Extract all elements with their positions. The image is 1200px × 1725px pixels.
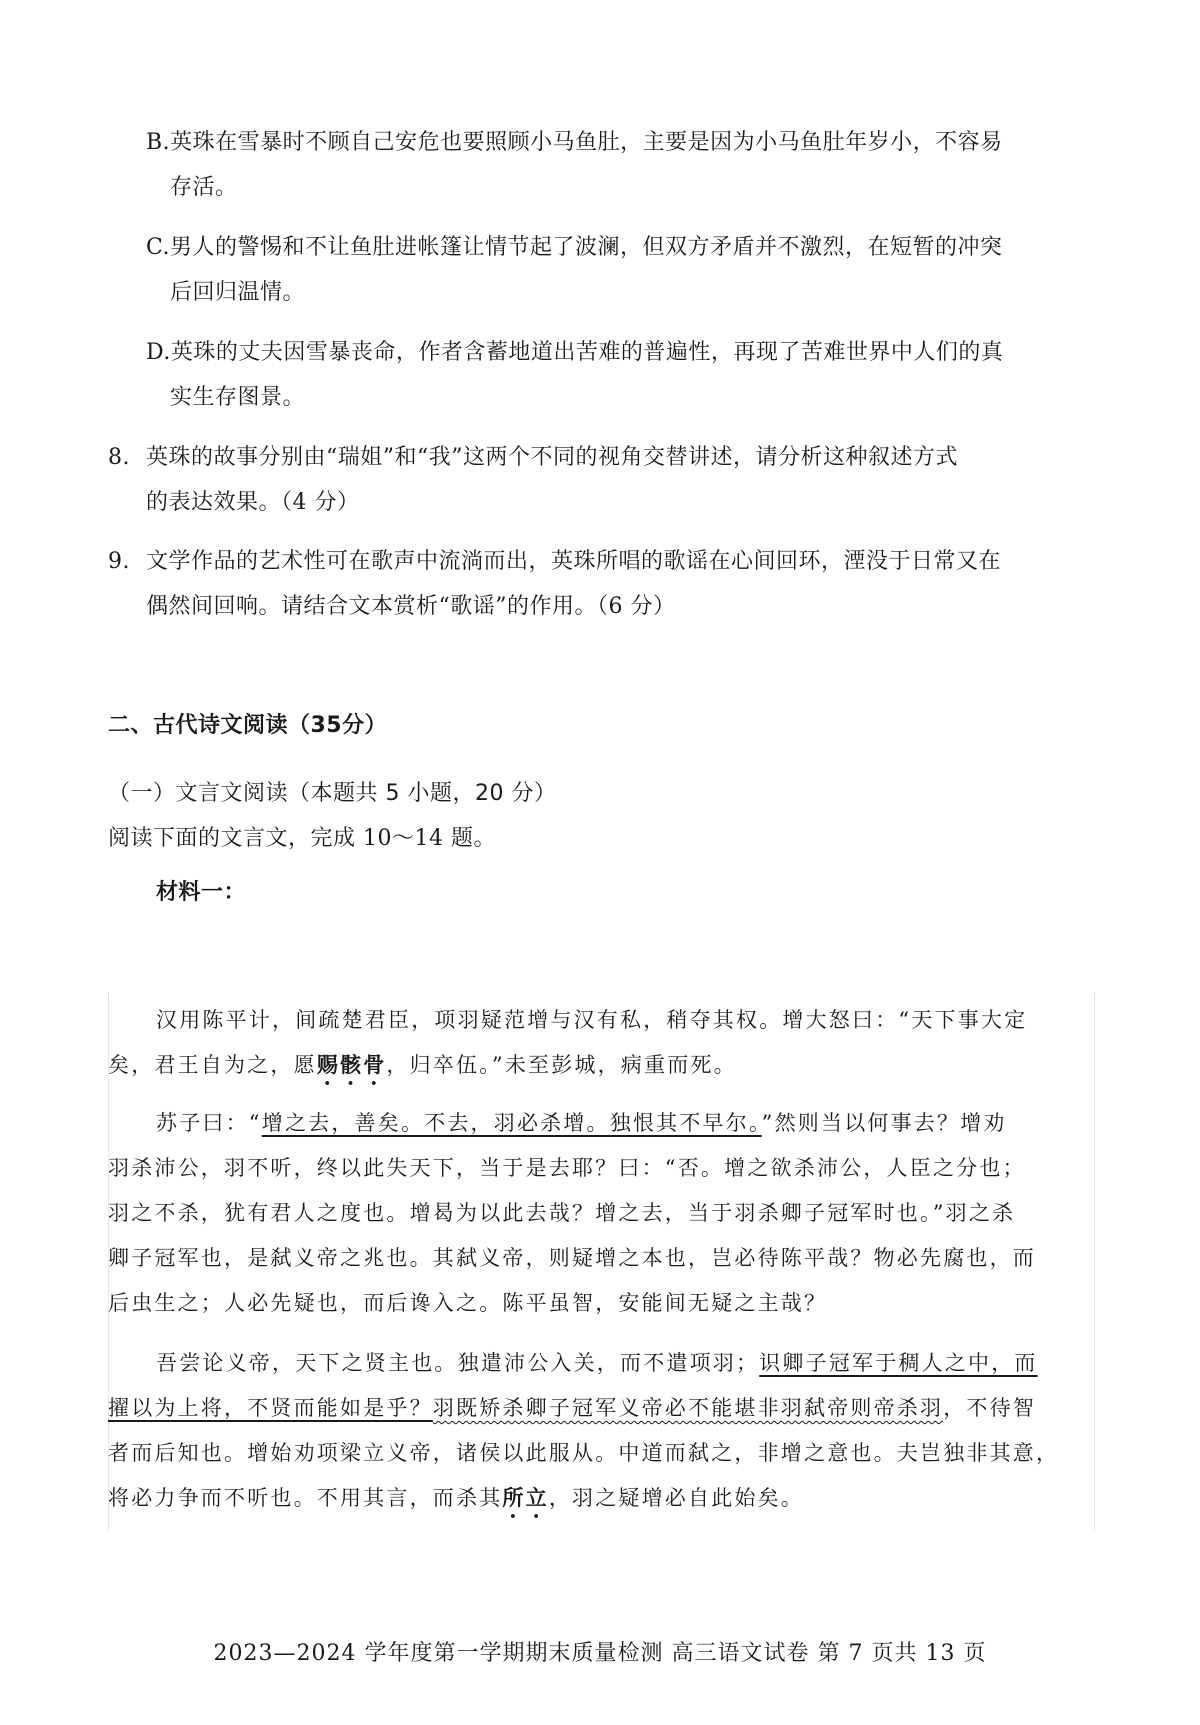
question-9-line2: 偶然间回响。请结合文本赏析“歌谣”的作用。（6 分） xyxy=(146,594,676,619)
passage-p2-line4: 卿子冠军也，是弑义帝之兆也。其弑义帝，则疑增之本也，岂必待陈平哉？物必先腐也，而 xyxy=(108,1246,1036,1270)
option-d-line2: 实生存图景。 xyxy=(170,385,306,410)
dotted-term: 所立 xyxy=(502,1485,549,1510)
passage-text: 吾尝论义帝，天下之贤主也。独遣沛公入关，而不遣项羽； xyxy=(156,1351,760,1375)
question-9-number: 9. xyxy=(108,549,130,574)
passage-text: ，羽之疑增必自此始矣。 xyxy=(548,1486,805,1510)
passage-p1-line2 xyxy=(108,1050,737,1090)
passage-p2-line5: 后虫生之；人必先疑也，而后谗入之。陈平虽智，安能间无疑之主哉？ xyxy=(108,1291,828,1315)
wavy-underlined-sentence: 羽既矫杀卿子冠军义帝必不能堪非羽弑帝则帝杀羽 xyxy=(432,1396,944,1420)
question-8-number: 8. xyxy=(108,445,130,470)
option-d-line1: D.英珠的丈夫因雪暴丧命，作者含蓄地道出苦难的普遍性，再现了苦难世界中人们的真 xyxy=(146,340,1004,365)
passage-text: 苏子曰：“ xyxy=(156,1111,262,1135)
passage-p3-line4 xyxy=(108,1483,804,1523)
passage-text: ”然则当以何事去？增劝 xyxy=(761,1111,1007,1135)
underlined-sentence: 识卿子冠军于稠人之中，而 xyxy=(759,1351,1038,1375)
reading-instruction: 阅读下面的文言文，完成 10～14 题。 xyxy=(108,826,496,851)
question-9-line1: 文学作品的艺术性可在歌声中流淌而出，英珠所唱的歌谣在心间回环，湮没于日常又在 xyxy=(146,549,1002,574)
option-c-line1: C.男人的警惕和不让鱼肚进帐篷让情节起了波澜，但双方矛盾并不激烈，在短暂的冲突 xyxy=(146,235,1003,260)
passage-text: ，不待智 xyxy=(943,1396,1037,1420)
passage-p3-line1 xyxy=(156,1348,1038,1378)
page-footer: 2023—2024 学年度第一学期期末质量检测 高三语文试卷 第 7 页共 13 页 xyxy=(213,1641,987,1666)
question-8-line2: 的表达效果。（4 分） xyxy=(146,490,360,515)
question-8-line1: 英珠的故事分别由“瑞姐”和“我”这两个不同的视角交替讲述，请分析这种叙述方式 xyxy=(146,445,958,470)
passage-p2-line2: 羽杀沛公，羽不听，终以此失天下，当于是去耶？曰：“否。增之欲杀沛公，人臣之分也； xyxy=(108,1156,1026,1180)
option-c-line2: 后回归温情。 xyxy=(170,280,306,305)
passage-p1-line1: 汉用陈平计，间疏楚君臣，项羽疑范增与汉有私，稍夺其权。增大怒曰：“天下事大定 xyxy=(156,1008,1028,1032)
passage-p2-line3: 羽之不杀，犹有君人之度也。增曷为以此去哉？增之去，当于羽杀卿子冠军时也。”羽之杀 xyxy=(108,1201,1016,1225)
passage-p2-line1 xyxy=(156,1108,1007,1138)
underlined-sentence: 擢以为上将，不贤而能如是乎？ xyxy=(108,1396,433,1420)
material-label: 材料一： xyxy=(156,880,247,905)
option-b-line2: 存活。 xyxy=(170,175,238,200)
passage-text: 将必力争而不听也。不用其言，而杀其 xyxy=(108,1486,503,1510)
subsection-heading: （一）文言文阅读（本题共 5 小题，20 分） xyxy=(108,781,557,806)
passage-text: 矣，君王自为之，愿 xyxy=(108,1053,317,1077)
section-heading: 二、古代诗文阅读（35分） xyxy=(108,713,388,738)
underlined-sentence: 增之去，善矣。不去，羽必杀增。独恨其不早尔。 xyxy=(261,1111,762,1135)
passage-p3-line2 xyxy=(108,1393,1036,1423)
passage-p3-line3: 者而后知也。增始劝项梁立义帝，诸侯以此服从。中道而弑之，非增之意也。夫岂独非其意， xyxy=(108,1441,1060,1465)
dotted-term: 赐骸骨 xyxy=(316,1052,387,1077)
passage-text: ，归卒伍。”未至彭城，病重而死。 xyxy=(386,1053,737,1077)
option-b-line1: B.英珠在雪暴时不顾自己安危也要照顾小马鱼肚，主要是因为小马鱼肚年岁小，不容易 xyxy=(146,130,1003,155)
